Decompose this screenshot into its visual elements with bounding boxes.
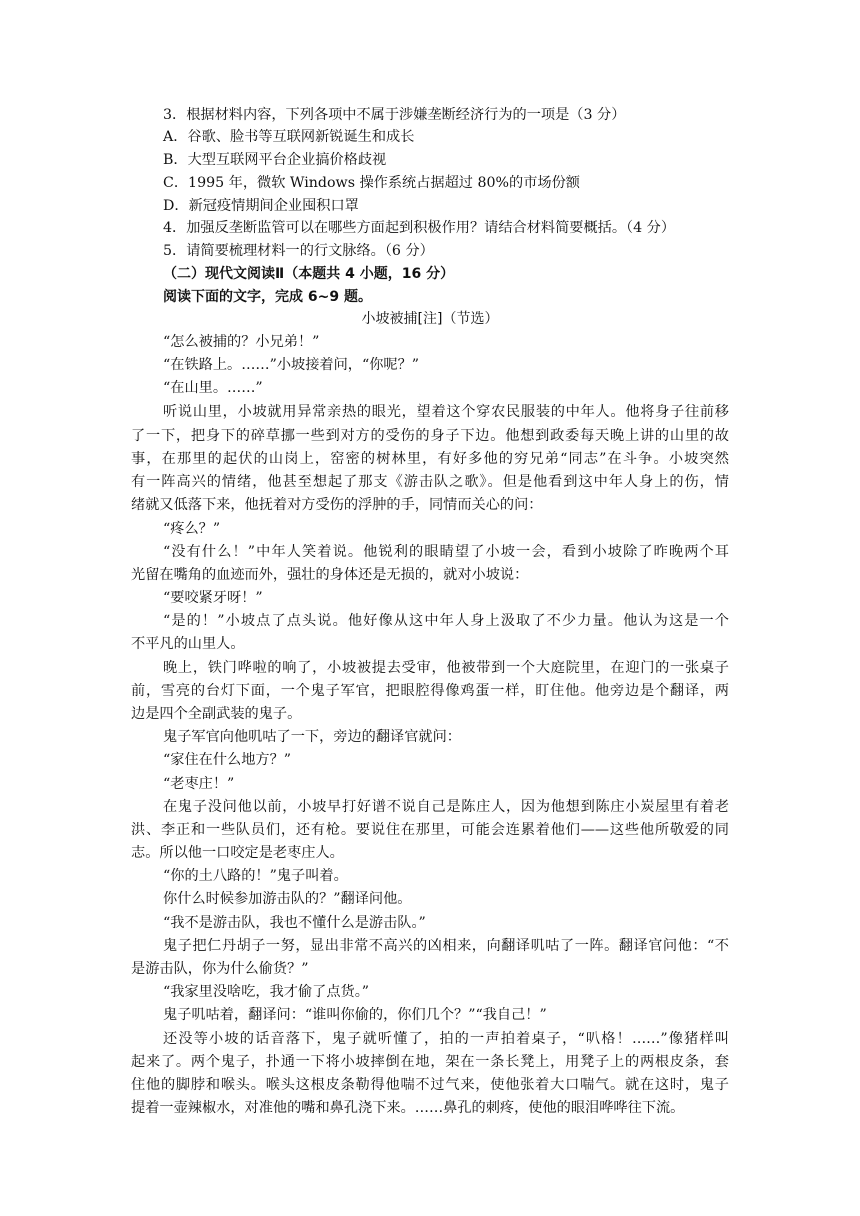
story-line: 洪、李正和一些队员们，还有枪。要说住在那里，可能会连累着他们——这些他所敬爱的同 (131, 822, 729, 838)
story-line: “家住在什么地方？” (163, 752, 292, 768)
story-line: 有一阵高兴的情绪，他甚至想起了那支《游击队之歌》。但是他看到这中年人身上的伤，情 (131, 474, 729, 490)
story-line: 听说山里，小坡就用异常亲热的眼光，望着这个穿农民服装的中年人。他将身子往前移 (163, 404, 729, 420)
story-line: “要咬紧牙呀！” (163, 590, 263, 606)
story-line: 在鬼子没问他以前，小坡早打好谱不说自己是陈庄人，因为他想到陈庄小炭屋里有着老 (163, 799, 729, 815)
story-title: 小坡被捕[注]（节选） (361, 311, 499, 327)
story-line: 提着一壶辣椒水，对准他的嘴和鼻孔浇下来。……鼻孔的刺疼，使他的眼泪哗哗往下流。 (131, 1100, 685, 1116)
story-line: 还没等小坡的话音落下，鬼子就听懂了，拍的一声拍着桌子，“叭格！……”像猪样叫 (163, 1031, 729, 1047)
story-line: “我不是游击队，我也不懂什么是游击队。” (163, 915, 426, 931)
story-line: “你的土八路的！”鬼子叫着。 (163, 868, 348, 884)
story-line: 是游击队，你为什么偷货？” (131, 961, 309, 977)
question-4: 4．加强反垄断监管可以在哪些方面起到积极作用？请结合材料简要概括。（4 分） (163, 220, 676, 236)
story-line: “老枣庄！” (163, 776, 235, 792)
story-line: 鬼子把仁丹胡子一努，显出非常不高兴的凶相来，向翻译叽咕了一阵。翻译官问他：“不 (163, 938, 729, 954)
story-line: 晚上，铁门哗啦的响了，小坡被提去受审，他被带到一个大庭院里，在迎门的一张桌子 (163, 660, 729, 676)
story-line: 绪就又低落下来，他抚着对方受伤的浮肿的手，同情而关心的问： (131, 497, 543, 513)
story-line: “没有什么！”中年人笑着说。他锐利的眼睛望了小坡一会，看到小坡除了昨晚两个耳 (163, 544, 729, 560)
story-line: 住他的脚脖和喉头。喉头这根皮条勒得他喘不过气来，使他张着大口喘气。就在这时，鬼子 (131, 1077, 729, 1093)
story-line: 边是四个全副武装的鬼子。 (131, 706, 302, 722)
story-line: 前，雪亮的台灯下面，一个鬼子军官，把眼腔得像鸡蛋一样，盯住他。他旁边是个翻译，两 (131, 683, 729, 699)
question-3-option-c: C．1995 年，微软 Windows 操作系统占据超过 80%的市场份额 (163, 175, 580, 191)
story-line: 志。所以他一口咬定是老枣庄人。 (131, 845, 344, 861)
story-line: 了一下，把身下的碎草挪一些到对方的受伤的身子下边。他想到政委每天晚上讲的山里的故 (131, 428, 729, 444)
question-3: 3．根据材料内容，下列各项中不属于涉嫌垄断经济行为的一项是（3 分） (163, 107, 626, 123)
story-line: 鬼子叽咕着，翻译问：“谁叫你偷的，你们几个？”“我自己！” (163, 1007, 547, 1023)
question-3-option-b: B．大型互联网平台企业搞价格歧视 (163, 152, 387, 168)
story-line: “我家里没啥吃，我才偷了点货。” (163, 984, 370, 1000)
story-line: 鬼子军官向他叽咕了一下，旁边的翻译官就问： (163, 729, 461, 745)
story-line: 起来了。两个鬼子，扑通一下将小坡摔倒在地，架在一条长凳上，用凳子上的两根皮条，套 (131, 1054, 729, 1070)
story-line: 你什么时候参加游击队的？”翻译问他。 (163, 891, 412, 907)
section-instruction: 阅读下面的文字，完成 6~9 题。 (163, 289, 372, 305)
story-line: “疼么？” (163, 521, 221, 537)
story-line: 不平凡的山里人。 (131, 636, 245, 652)
story-line: “怎么被捕的？小兄弟！” (163, 334, 320, 350)
story-line: “在铁路上。……”小坡接着问，“你呢？” (163, 357, 420, 373)
question-5: 5．请简要梳理材料一的行文脉络。（6 分） (163, 243, 434, 259)
section-heading: （二）现代文阅读Ⅱ（本题共 4 小题，16 分） (163, 266, 455, 282)
story-line: “是的！”小坡点了点头说。他好像从这中年人身上汲取了不少力量。他认为这是一个 (163, 613, 729, 629)
question-3-option-a: A．谷歌、脸书等互联网新锐诞生和成长 (163, 129, 415, 145)
story-line: “在山里。……” (163, 380, 263, 396)
story-line: 光留在嘴角的血迹而外，强壮的身体还是无损的，就对小坡说： (131, 567, 529, 583)
story-line: 事，在那里的起伏的山岗上，窑密的树林里，有好多他的穷兄弟“同志”在斗争。小坡突然 (131, 451, 729, 467)
question-3-option-d: D．新冠疫情期间企业囤积口罩 (163, 198, 359, 214)
